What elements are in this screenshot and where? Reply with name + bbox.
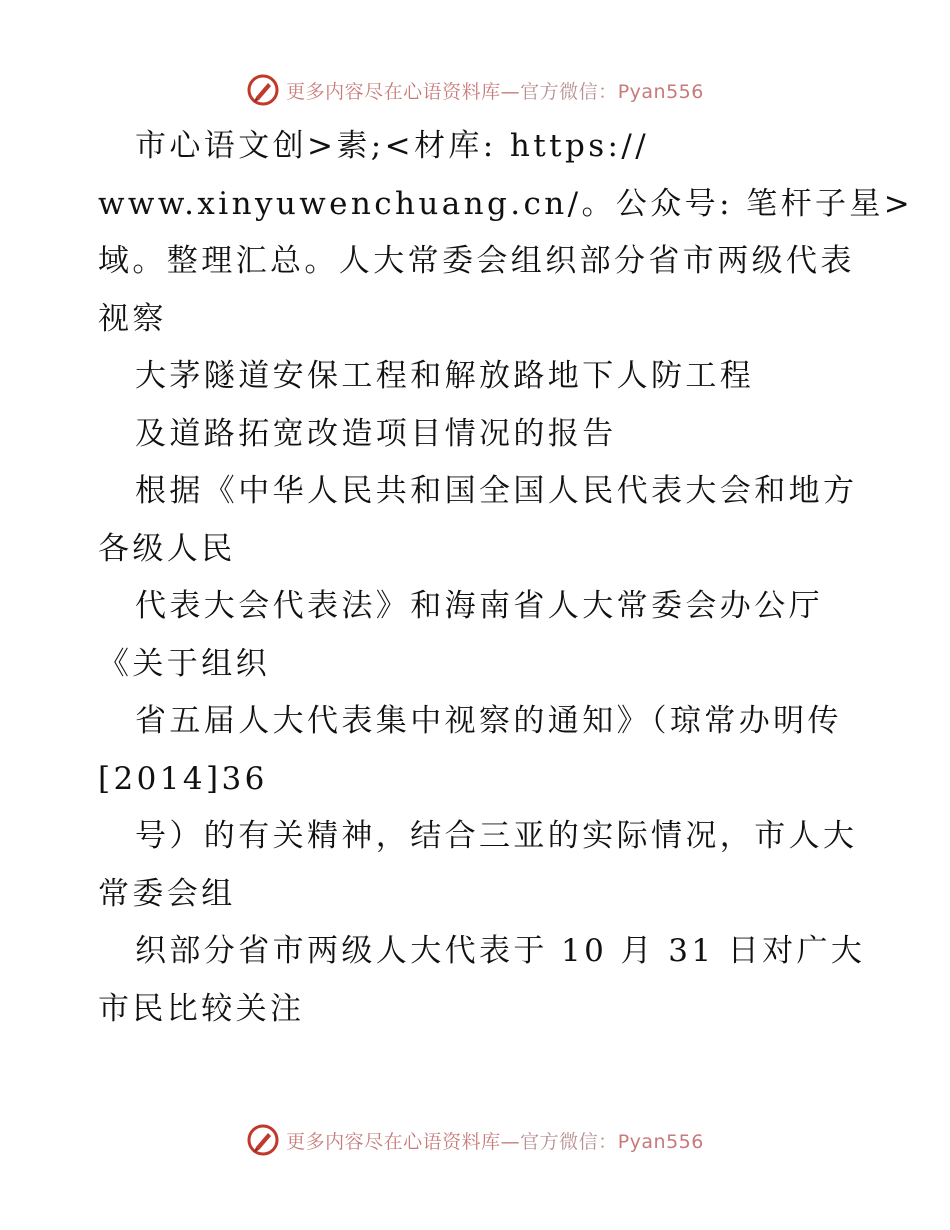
watermark-wechat-label: 官方微信： (520, 1130, 618, 1153)
text-line-14: 常委会组 (98, 875, 236, 912)
text-line-11: 省五届人大代表集中视察的通知》（琼常办明传 (135, 703, 842, 739)
text-line-4: 视察 (98, 300, 167, 337)
watermark-header (0, 70, 950, 110)
text-line-6: 及道路拓宽改造项目情况的报告 (135, 415, 617, 452)
watermark-wechat-label: 官方微信： (520, 80, 618, 103)
watermark-text (286, 77, 704, 104)
text-line-2: www.xinyuwenchuang.cn/。公众号: 笔杆子星> (98, 185, 914, 222)
watermark-footer (0, 1120, 950, 1160)
watermark-dash: — (500, 80, 521, 103)
text-line-12: [2014]36 (98, 760, 268, 797)
text-line-16: 市民比较关注 (98, 990, 305, 1027)
watermark-dash: — (500, 1130, 521, 1153)
text-line-13: 号）的有关精神，结合三亚的实际情况，市人大 (135, 818, 858, 854)
watermark-wechat-id: Pyan556 (617, 80, 704, 103)
watermark-text (286, 1127, 704, 1154)
watermark-wechat-id: Pyan556 (617, 1130, 704, 1153)
document-body (98, 118, 914, 1038)
text-line-9: 代表大会代表法》和海南省人大常委会办公厅 (135, 588, 823, 624)
text-line-7: 根据《中华人民共和国全国人民代表大会和地方 (135, 473, 858, 509)
pen-logo-icon (246, 1123, 280, 1157)
text-line-8: 各级人民 (98, 530, 236, 567)
watermark-library-text: 更多内容尽在心语资料库 (286, 1130, 501, 1153)
text-line-3: 域。整理汇总。人大常委会组织部分省市两级代表 (98, 243, 855, 279)
text-line-5: 大茅隧道安保工程和解放路地下人防工程 (135, 358, 755, 394)
text-line-15: 织部分省市两级人大代表于 10 月 31 日对广大 (135, 933, 866, 969)
pen-logo-icon (246, 73, 280, 107)
text-line-1: 市心语文创>素;<材库: https:// (135, 128, 650, 164)
text-line-10: 《关于组织 (98, 645, 270, 682)
watermark-library-text: 更多内容尽在心语资料库 (286, 80, 501, 103)
